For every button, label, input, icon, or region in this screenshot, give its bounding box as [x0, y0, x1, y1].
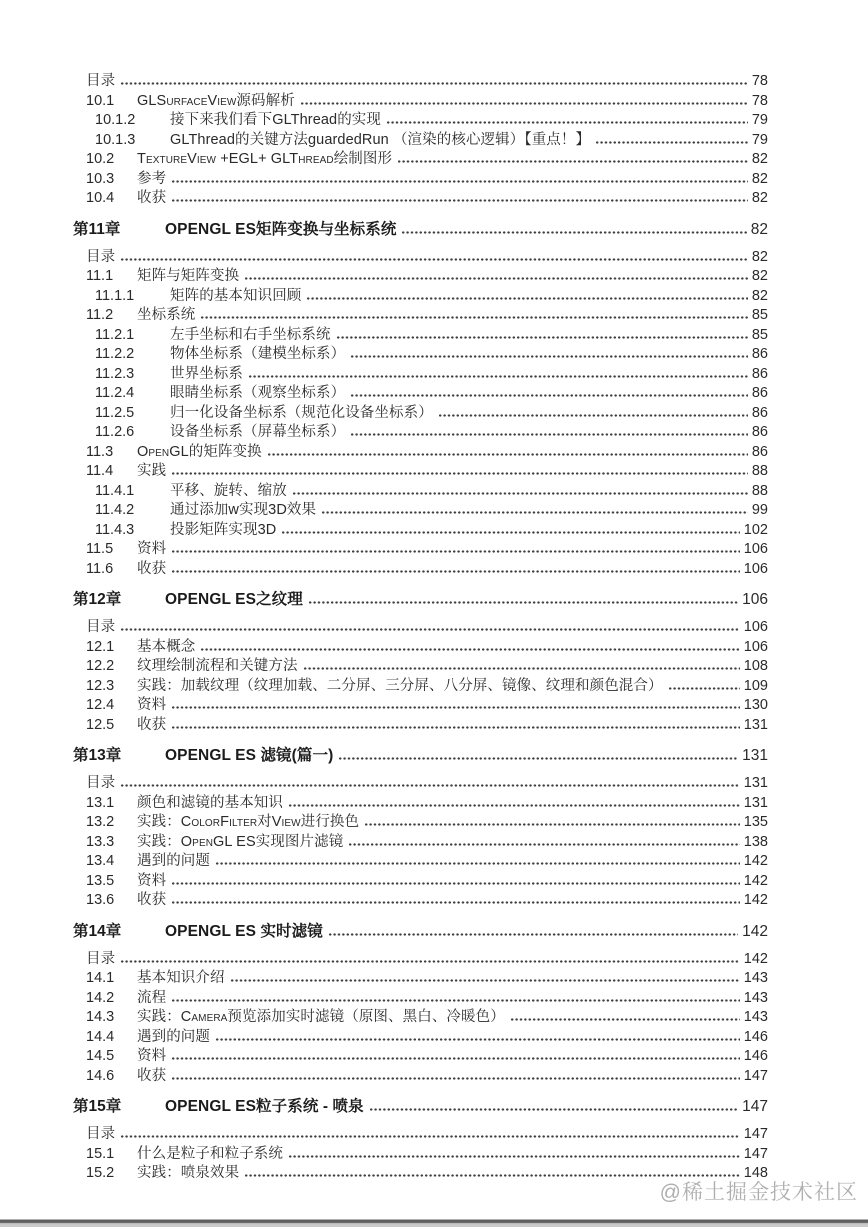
dot-leader — [267, 453, 748, 456]
entry-number: 11.4 — [86, 463, 114, 479]
page-number: 88 — [751, 482, 768, 499]
entry-number: 11.2.6 — [95, 424, 135, 440]
toc-entry[interactable] — [86, 713, 768, 733]
page-number: 131 — [742, 747, 768, 764]
dot-leader — [200, 316, 747, 319]
page-number: 131 — [743, 775, 768, 791]
entry-number: 13.6 — [86, 892, 115, 908]
toc-entry[interactable] — [86, 167, 768, 187]
dot-leader — [171, 199, 748, 202]
toc-entry[interactable] — [86, 810, 768, 830]
dot-leader — [288, 804, 740, 807]
page-number: 85 — [751, 307, 768, 323]
dot-leader — [350, 355, 748, 358]
toc-entry[interactable] — [86, 147, 768, 167]
entry-title: 世界坐标系 — [170, 365, 243, 382]
toc-entry[interactable] — [86, 830, 768, 850]
page-number: 138 — [743, 833, 768, 850]
page-number: 142 — [743, 950, 768, 967]
toc-entry[interactable] — [86, 791, 768, 811]
entry-title: 资料 — [137, 872, 167, 889]
chapter-title: OPENGL ES粒子系统 - 喷泉 — [165, 1098, 364, 1115]
chapter-label: 第11章 — [73, 220, 121, 238]
watermark: @稀土掘金技术社区 — [659, 1181, 858, 1204]
page-number: 86 — [751, 424, 768, 440]
dot-leader — [171, 706, 740, 709]
entry-number: 14.5 — [86, 1048, 115, 1064]
dot-leader — [288, 1155, 740, 1158]
chapter-label: 第12章 — [73, 591, 122, 608]
page-number: 131 — [743, 716, 768, 733]
toc-entry[interactable] — [86, 947, 768, 967]
toc-entry[interactable] — [86, 674, 768, 694]
dot-leader — [120, 628, 740, 631]
entry-title: 参考 — [137, 170, 167, 187]
entry-title: 实践：ColorFilter对View进行换色 — [137, 814, 360, 830]
entry-title: 物体坐标系（建模坐标系） — [170, 346, 346, 362]
dot-leader — [308, 601, 738, 604]
entry-number: 11.6 — [86, 560, 114, 577]
dot-leader — [401, 231, 746, 234]
entry-number: 11.1.1 — [95, 287, 135, 304]
page-number: 78 — [751, 92, 768, 109]
dot-leader — [350, 394, 748, 397]
toc-entry[interactable] — [95, 362, 768, 382]
entry-title: 收获 — [137, 1067, 167, 1084]
entry-title: OpenGL的矩阵变换 — [137, 443, 262, 460]
dot-leader — [244, 277, 748, 280]
entry-title: 资料 — [137, 697, 167, 713]
dot-leader — [248, 375, 748, 378]
entry-number: 10.1 — [86, 92, 115, 109]
dot-leader — [120, 1135, 740, 1138]
entry-number: 10.3 — [86, 170, 115, 187]
page-number: 82 — [751, 151, 768, 167]
dot-leader — [171, 901, 740, 904]
chapter-title: OPENGL ES之纹理 — [165, 591, 303, 608]
page-bottom-edge — [0, 1218, 868, 1227]
page-number: 86 — [751, 365, 768, 382]
entry-number: 14.1 — [86, 970, 115, 986]
entry-title: 左手坐标和右手坐标系统 — [170, 326, 331, 343]
entry-number: 13.4 — [86, 853, 115, 869]
dot-leader — [348, 843, 739, 846]
entry-title: 收获 — [137, 716, 167, 733]
dot-leader — [120, 82, 748, 85]
page-number: 143 — [743, 970, 768, 986]
entry-number: 11.2.2 — [95, 346, 135, 362]
dot-leader — [230, 979, 740, 982]
page-number: 108 — [743, 658, 768, 674]
entry-number: 11.4.1 — [95, 482, 135, 499]
entry-number: 12.3 — [86, 677, 115, 694]
page-number: 99 — [751, 502, 768, 518]
entry-title: 目录 — [86, 73, 116, 89]
dot-leader — [120, 784, 740, 787]
toc-entry[interactable] — [86, 693, 768, 713]
dot-leader — [364, 823, 740, 826]
dot-leader — [328, 933, 738, 936]
page-number: 86 — [751, 443, 768, 460]
entry-number: 11.4.3 — [95, 521, 135, 538]
entry-number: 11.1 — [86, 268, 114, 284]
chapter-label: 第13章 — [73, 747, 122, 764]
entry-title: 颜色和滤镜的基本知识 — [137, 794, 283, 811]
dot-leader — [171, 180, 748, 183]
page-number: 135 — [743, 814, 768, 830]
dot-leader — [338, 757, 738, 760]
entry-title: TextureView +EGL+ GLThread绘制图形 — [137, 151, 393, 167]
dot-leader — [171, 882, 740, 885]
entry-title: 通过添加w实现3D效果 — [170, 502, 317, 518]
page-number: 86 — [751, 385, 768, 401]
toc-entry[interactable] — [86, 557, 768, 577]
page-number: 86 — [751, 404, 768, 421]
toc-entry[interactable] — [86, 1044, 768, 1064]
entry-title: 目录 — [86, 950, 116, 967]
entry-number: 11.5 — [86, 541, 114, 557]
page-number: 78 — [751, 73, 768, 89]
toc-entry[interactable] — [86, 888, 768, 908]
dot-leader — [171, 550, 740, 553]
entry-title: 投影矩阵实现3D — [170, 521, 277, 538]
entry-number: 10.4 — [86, 190, 115, 206]
toc-chapter-heading[interactable] — [73, 1094, 768, 1114]
page-number: 82 — [751, 170, 768, 187]
toc-entry[interactable] — [95, 401, 768, 421]
entry-number: 14.6 — [86, 1067, 115, 1084]
toc-entry[interactable] — [86, 1064, 768, 1084]
dot-leader — [171, 570, 740, 573]
page-number: 106 — [742, 591, 768, 608]
dot-leader — [171, 1077, 740, 1080]
entry-title: 坐标系统 — [137, 307, 196, 323]
page-number: 79 — [751, 131, 768, 148]
toc-entry[interactable] — [86, 245, 768, 265]
entry-title: 平移、旋转、缩放 — [170, 482, 287, 499]
entry-title: 矩阵与矩阵变换 — [137, 268, 240, 284]
dot-leader — [306, 297, 747, 300]
page-number: 82 — [750, 220, 768, 238]
page-number: 106 — [743, 560, 768, 577]
dot-leader — [300, 102, 748, 105]
dot-leader — [595, 141, 748, 144]
page-number: 142 — [743, 872, 768, 889]
dot-leader — [171, 472, 748, 475]
toc-entry[interactable] — [95, 518, 768, 538]
toc-entry[interactable] — [95, 128, 768, 148]
entry-title: 什么是粒子和粒子系统 — [137, 1145, 283, 1162]
chapter-title: OPENGL ES矩阵变换与坐标系统 — [165, 220, 397, 238]
dot-leader — [171, 999, 740, 1002]
toc-entry[interactable] — [86, 264, 768, 284]
dot-leader — [303, 667, 740, 670]
entry-number: 15.2 — [86, 1165, 115, 1181]
entry-number: 12.4 — [86, 697, 115, 713]
entry-number: 11.4.2 — [95, 502, 135, 518]
dot-leader — [171, 726, 740, 729]
entry-number: 11.2.3 — [95, 365, 135, 382]
toc-entry[interactable] — [86, 440, 768, 460]
entry-title: 归一化设备坐标系（规范化设备坐标系） — [170, 404, 433, 421]
page-number: 106 — [743, 638, 768, 655]
dot-leader — [438, 414, 748, 417]
page-number: 79 — [751, 112, 768, 128]
toc-entry[interactable] — [86, 1122, 768, 1142]
page-number: 82 — [751, 190, 768, 206]
page-number: 143 — [743, 989, 768, 1006]
entry-title: 基本知识介绍 — [137, 970, 225, 986]
page-number: 147 — [743, 1145, 768, 1162]
toc-chapter-heading[interactable] — [73, 217, 768, 237]
page-number: 106 — [743, 619, 768, 635]
dot-leader — [120, 258, 748, 261]
dot-leader — [397, 160, 748, 163]
entry-number: 11.2.4 — [95, 385, 135, 401]
page-number: 88 — [751, 463, 768, 479]
chapter-title: OPENGL ES 实时滤镜 — [165, 922, 323, 940]
dot-leader — [369, 1108, 738, 1111]
entry-number: 13.3 — [86, 833, 115, 850]
dot-leader — [321, 511, 748, 514]
toc-entry[interactable] — [86, 89, 768, 109]
dot-leader — [215, 1038, 740, 1041]
entry-title: 流程 — [137, 989, 167, 1006]
entry-number: 10.1.3 — [95, 131, 136, 148]
dot-leader — [336, 336, 748, 339]
dot-leader — [668, 687, 740, 690]
toc-entry[interactable] — [95, 284, 768, 304]
entry-title: 实践：Camera预览添加实时滤镜（原图、黑白、冷暖色） — [137, 1009, 505, 1025]
page-number: 102 — [743, 521, 768, 538]
toc-entry[interactable] — [86, 966, 768, 986]
entry-title: 资料 — [137, 1048, 167, 1064]
toc-entry[interactable] — [86, 459, 768, 479]
page-number: 142 — [743, 892, 768, 908]
entry-number: 13.2 — [86, 814, 115, 830]
toc-chapter-heading[interactable] — [73, 743, 768, 763]
chapter-label: 第14章 — [73, 922, 122, 940]
entry-number: 12.2 — [86, 658, 115, 674]
entry-number: 11.3 — [86, 443, 114, 460]
entry-title: GLThread的关键方法guardedRun （渲染的核心逻辑）【重点！】 — [170, 131, 591, 148]
entry-number: 11.2.5 — [95, 404, 135, 421]
page-number: 147 — [742, 1098, 768, 1115]
toc-entry[interactable] — [86, 986, 768, 1006]
entry-title: 目录 — [86, 619, 116, 635]
page-number: 82 — [751, 268, 768, 284]
toc-entry[interactable] — [86, 186, 768, 206]
entry-title: 收获 — [137, 560, 167, 577]
entry-title: 实践：加载纹理（纹理加载、二分屏、三分屏、八分屏、镜像、纹理和颜色混合） — [137, 677, 663, 694]
toc-entry[interactable] — [86, 615, 768, 635]
page-number: 131 — [743, 794, 768, 811]
toc-entry[interactable] — [86, 869, 768, 889]
toc-entry[interactable] — [86, 654, 768, 674]
entry-title: 目录 — [86, 1126, 116, 1142]
page-number: 146 — [743, 1048, 768, 1064]
entry-number: 13.1 — [86, 794, 115, 811]
entry-number: 14.4 — [86, 1028, 115, 1045]
toc-entry[interactable] — [95, 420, 768, 440]
entry-number: 14.2 — [86, 989, 115, 1006]
dot-leader — [281, 531, 739, 534]
toc-entry[interactable] — [95, 323, 768, 343]
entry-number: 13.5 — [86, 872, 115, 889]
dot-leader — [120, 960, 740, 963]
page-number: 82 — [751, 287, 768, 304]
page-number: 106 — [743, 541, 768, 557]
entry-title: 矩阵的基本知识回顾 — [170, 287, 302, 304]
entry-title: 实践：喷泉效果 — [137, 1165, 240, 1181]
toc-entry[interactable] — [86, 1142, 768, 1162]
page-number: 85 — [751, 326, 768, 343]
toc-entry[interactable] — [86, 1025, 768, 1045]
dot-leader — [171, 1057, 740, 1060]
toc-entry[interactable] — [95, 381, 768, 401]
entry-title: 目录 — [86, 775, 116, 791]
dot-leader — [292, 492, 748, 495]
toc-entry[interactable] — [86, 537, 768, 557]
toc-entry[interactable] — [86, 771, 768, 791]
page-number: 86 — [751, 346, 768, 362]
page-number: 147 — [743, 1067, 768, 1084]
dot-leader — [350, 433, 748, 436]
entry-number: 12.5 — [86, 716, 115, 733]
entry-title: 实践：OpenGL ES实现图片滤镜 — [137, 833, 344, 850]
entry-title: 遇到的问题 — [137, 853, 210, 869]
toc-entry[interactable] — [86, 69, 768, 89]
page-number: 130 — [743, 697, 768, 713]
dot-leader — [200, 648, 739, 651]
dot-leader — [215, 862, 740, 865]
page-number: 142 — [742, 922, 768, 940]
toc-entry[interactable] — [95, 479, 768, 499]
entry-number: 11.2 — [86, 307, 114, 323]
toc-entry[interactable] — [86, 303, 768, 323]
dot-leader — [510, 1018, 740, 1021]
page-number: 148 — [743, 1165, 768, 1181]
toc-entry[interactable] — [95, 498, 768, 518]
toc-chapter-heading[interactable] — [73, 919, 768, 939]
page-number: 146 — [743, 1028, 768, 1045]
entry-title: 资料 — [137, 541, 167, 557]
entry-title: 纹理绘制流程和关键方法 — [137, 658, 298, 674]
page-number: 143 — [743, 1009, 768, 1025]
page-number: 82 — [751, 248, 768, 265]
entry-number: 11.2.1 — [95, 326, 135, 343]
entry-title: 基本概念 — [137, 638, 196, 655]
dot-leader — [386, 121, 748, 124]
chapter-label: 第15章 — [73, 1098, 122, 1115]
entry-title: 收获 — [137, 892, 167, 908]
toc-chapter-heading[interactable] — [73, 587, 768, 607]
entry-number: 10.2 — [86, 151, 115, 167]
page-number: 147 — [743, 1126, 768, 1142]
entry-title: 设备坐标系（屏幕坐标系） — [170, 424, 346, 440]
page-number: 109 — [743, 677, 768, 694]
entry-title: 实践 — [137, 463, 167, 479]
entry-title: 收获 — [137, 190, 167, 206]
entry-title: 接下来我们看下GLThread的实现 — [170, 112, 382, 128]
entry-title: 目录 — [86, 248, 116, 265]
entry-number: 10.1.2 — [95, 112, 136, 128]
entry-title: 遇到的问题 — [137, 1028, 210, 1045]
entry-number: 14.3 — [86, 1009, 115, 1025]
entry-title: 眼睛坐标系（观察坐标系） — [170, 385, 346, 401]
entry-number: 15.1 — [86, 1145, 115, 1162]
entry-number: 12.1 — [86, 638, 115, 655]
toc-entry[interactable] — [95, 108, 768, 128]
toc-entry[interactable] — [86, 849, 768, 869]
entry-title: GLSurfaceView源码解析 — [137, 92, 295, 109]
toc-entry[interactable] — [86, 1005, 768, 1025]
toc-entry[interactable] — [95, 342, 768, 362]
chapter-title: OPENGL ES 滤镜(篇一) — [165, 747, 334, 764]
toc-entry[interactable] — [86, 635, 768, 655]
page-number: 142 — [743, 853, 768, 869]
